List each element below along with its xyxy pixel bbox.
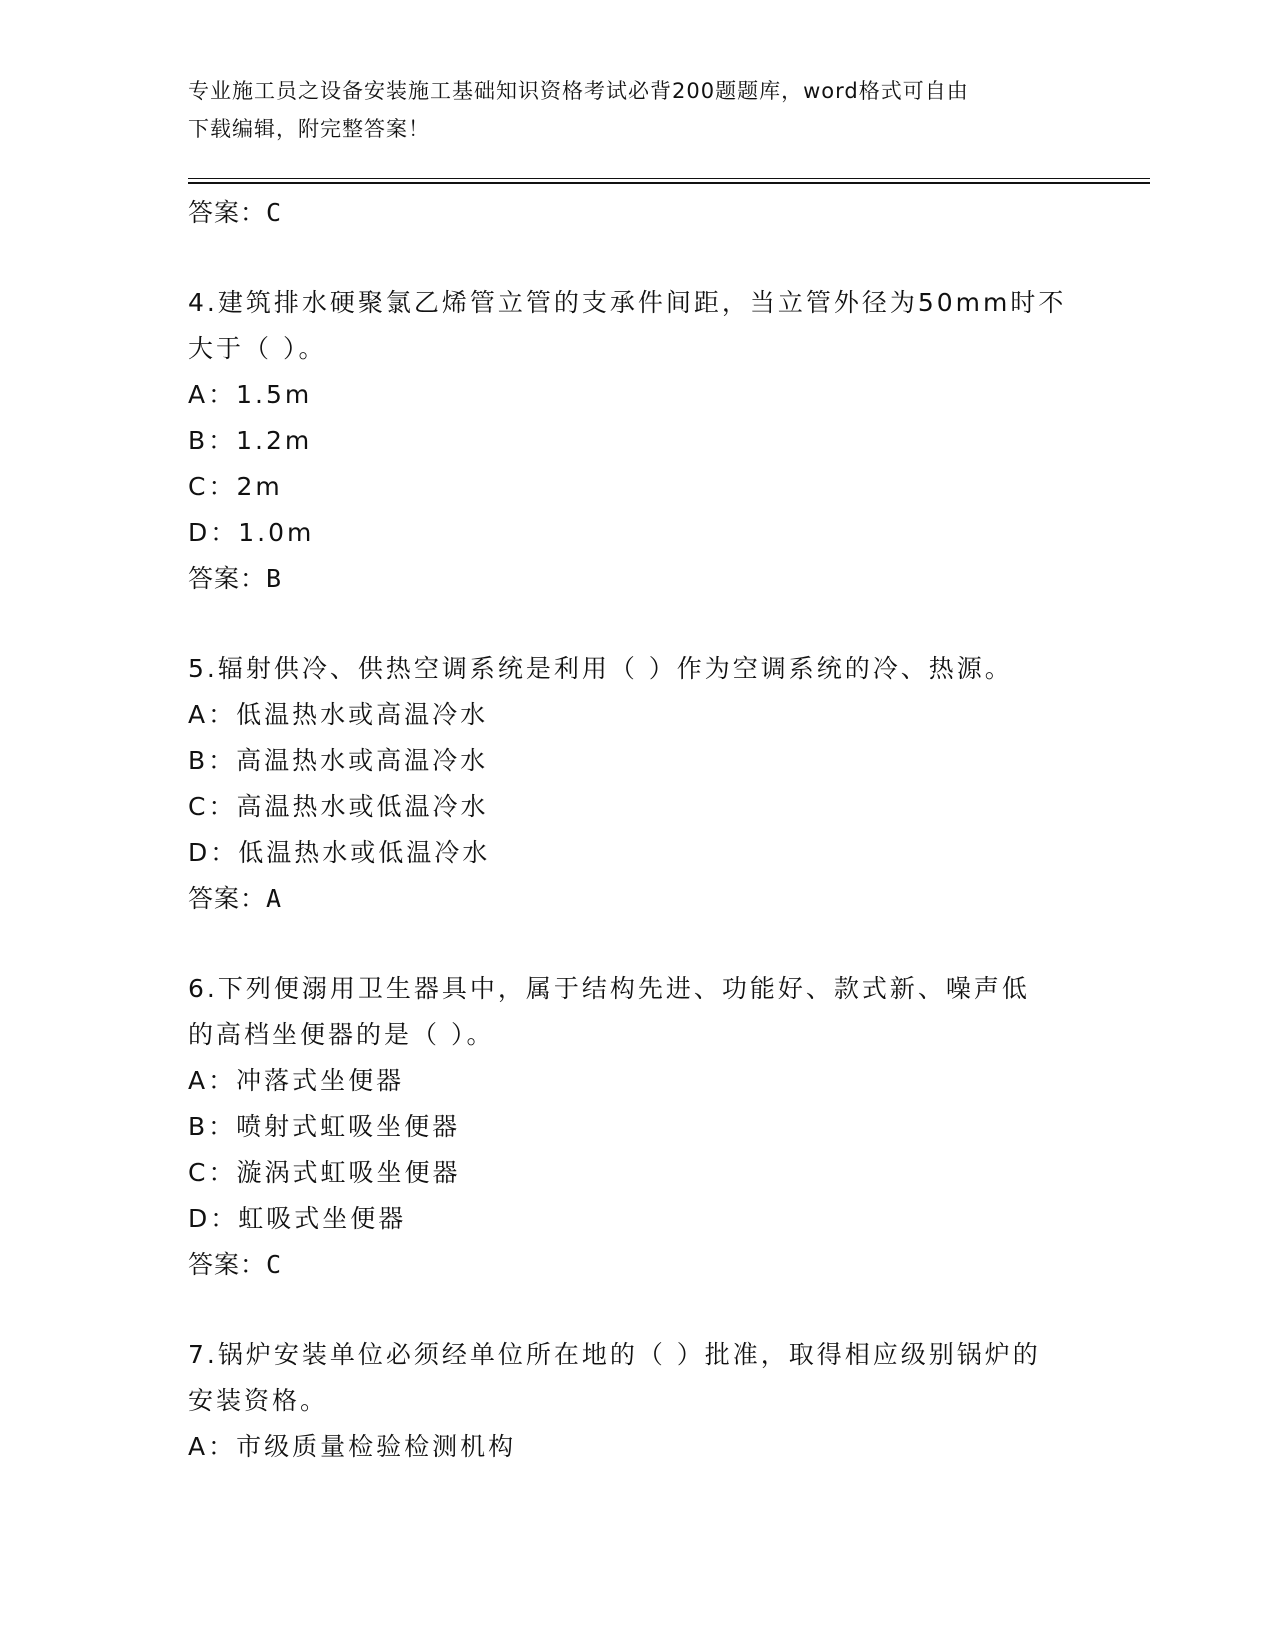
option-a: A：冲落式坐便器: [188, 1066, 405, 1095]
answer-line: 答案：C: [188, 198, 283, 227]
option-c: C：2m: [188, 472, 283, 501]
option-c: C：高温热水或低温冷水: [188, 792, 489, 821]
question-block: [188, 646, 1088, 922]
option-c: C：漩涡式虹吸坐便器: [188, 1158, 461, 1187]
header-line-1: 专业施工员之设备安装施工基础知识资格考试必背200题题库，word格式可自由: [188, 79, 969, 103]
question-text-cont: 安装资格。: [188, 1386, 329, 1415]
question-block: [188, 280, 1088, 602]
option-b: B：1.2m: [188, 426, 313, 455]
question-text: 4.建筑排水硬聚氯乙烯管立管的支承件间距，当立管外径为50mm时不: [188, 288, 1067, 317]
answer-line: 答案：C: [188, 1250, 283, 1279]
question-block: [188, 966, 1088, 1288]
document-header: [188, 72, 1068, 148]
option-d: D：虹吸式坐便器: [188, 1204, 407, 1233]
option-a: A：1.5m: [188, 380, 313, 409]
option-a: A：市级质量检验检测机构: [188, 1432, 517, 1461]
header-rule-thick: [188, 182, 1150, 184]
option-a: A：低温热水或高温冷水: [188, 700, 489, 729]
option-d: D：1.0m: [188, 518, 315, 547]
question-text: 5.辐射供冷、供热空调系统是利用（ ）作为空调系统的冷、热源。: [188, 654, 1013, 683]
answer-line: 答案：B: [188, 564, 283, 593]
option-b: B：喷射式虹吸坐便器: [188, 1112, 461, 1141]
question-text: 7.锅炉安装单位必须经单位所在地的（ ）批准，取得相应级别锅炉的: [188, 1340, 1041, 1369]
question-text-cont: 大于（ ）。: [188, 334, 327, 363]
header-rule-thin: [188, 178, 1150, 179]
option-b: B：高温热水或高温冷水: [188, 746, 489, 775]
question-block: [188, 1332, 1088, 1470]
header-line-2: 下载编辑，附完整答案！: [188, 117, 430, 141]
question-text-cont: 的高档坐便器的是（ ）。: [188, 1020, 495, 1049]
question-list: [188, 190, 1088, 1470]
question-text: 6.下列便溺用卫生器具中，属于结构先进、功能好、款式新、噪声低: [188, 974, 1030, 1003]
option-d: D：低温热水或低温冷水: [188, 838, 491, 867]
answer-line: 答案：A: [188, 884, 283, 913]
